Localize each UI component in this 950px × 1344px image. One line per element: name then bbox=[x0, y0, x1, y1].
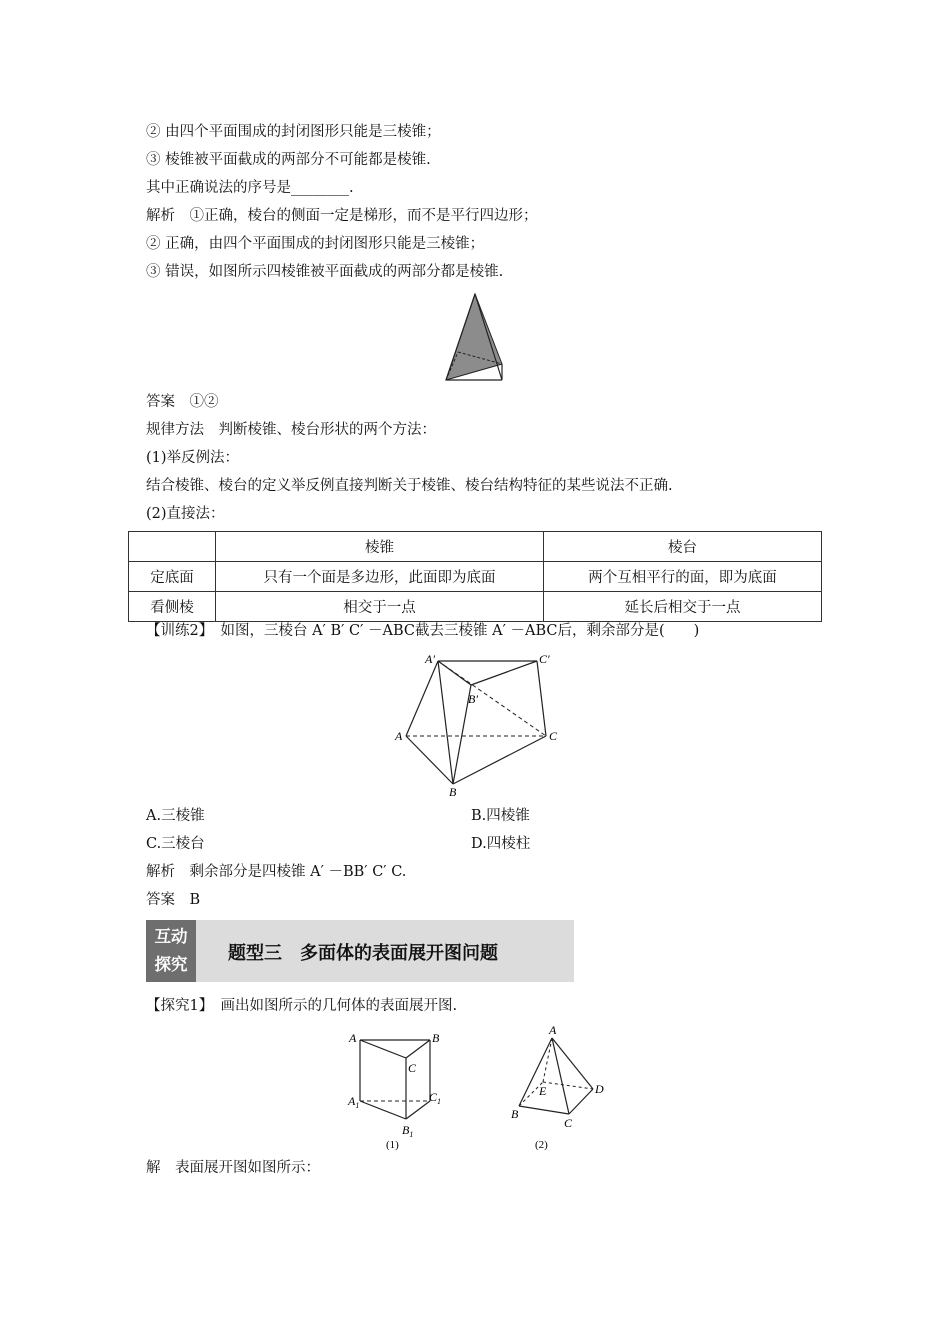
label-c: C bbox=[549, 729, 558, 743]
table-header-cell: 棱台 bbox=[544, 532, 822, 562]
table-row bbox=[129, 562, 822, 592]
label-d: D bbox=[595, 1082, 604, 1096]
label-c-prime: C′ bbox=[539, 652, 550, 666]
table-header-row bbox=[129, 532, 822, 562]
question-prompt: 其中正确说法的序号是________. bbox=[146, 180, 354, 196]
badge-line-1: 互动 bbox=[154, 927, 188, 946]
section-title: 题型三 多面体的表面展开图问题 bbox=[228, 943, 498, 964]
table-cell: 延长后相交于一点 bbox=[544, 592, 822, 622]
comparison-table bbox=[128, 531, 822, 622]
label-e: E bbox=[539, 1084, 547, 1098]
label-b: B bbox=[449, 785, 457, 799]
section-badge bbox=[146, 920, 196, 982]
label-c: C bbox=[408, 1061, 417, 1075]
figure-caption-1: (1) bbox=[386, 1139, 399, 1151]
label-c1-subscript: 1 bbox=[437, 1097, 442, 1106]
analysis-exercise-2: 解析 剩余部分是四棱锥 A′ －BB′ C′ C. bbox=[146, 864, 407, 880]
label-a: A bbox=[549, 1023, 557, 1037]
option-a: A.三棱锥 bbox=[146, 808, 205, 824]
frustum-figure bbox=[393, 648, 568, 800]
table-cell: 两个互相平行的面，即为底面 bbox=[544, 562, 822, 592]
label-a1 bbox=[347, 1094, 359, 1110]
label-a1-subscript: 1 bbox=[355, 1101, 360, 1110]
statement-2: ② 由四个平面围成的封闭图形只能是三棱锥； bbox=[146, 124, 441, 140]
prism-figure bbox=[340, 1022, 450, 1154]
method-heading: 规律方法 判断棱锥、棱台形状的两个方法： bbox=[146, 422, 436, 438]
statement-3: ③ 棱锥被平面截成的两部分不可能都是棱锥. bbox=[146, 152, 431, 168]
method-1-text: 结合棱锥、棱台的定义举反例直接判断关于棱锥、棱台结构特征的某些说法不正确. bbox=[146, 478, 673, 494]
label-b1-subscript: 1 bbox=[409, 1130, 414, 1139]
label-b1 bbox=[402, 1123, 413, 1139]
pyramid-cut-figure bbox=[438, 290, 510, 384]
method-2-title: (2)直接法： bbox=[146, 506, 225, 522]
label-c: C bbox=[564, 1116, 573, 1130]
section-banner bbox=[146, 920, 574, 982]
exercise-2-question: 【训练2】 如图，三棱台 A′ B′ C′ －ABC截去三棱锥 A′ －ABC后，剩余部分是( ) bbox=[146, 623, 700, 639]
table-row bbox=[129, 592, 822, 622]
analysis-1: 解析 ①正确，棱台的侧面一定是梯形，而不是平行四边形； bbox=[146, 208, 538, 224]
label-b-prime: B′ bbox=[468, 692, 478, 706]
table-cell: 相交于一点 bbox=[216, 592, 544, 622]
label-a: A bbox=[395, 729, 403, 743]
option-c: C.三棱台 bbox=[146, 836, 205, 852]
answer-exercise-2: 答案 B bbox=[146, 892, 201, 908]
table-cell: 定底面 bbox=[129, 562, 216, 592]
option-b: B.四棱锥 bbox=[471, 808, 530, 824]
analysis-3: ③ 错误，如图所示四棱锥被平面截成的两部分都是棱锥. bbox=[146, 264, 504, 280]
table-cell: 看侧棱 bbox=[129, 592, 216, 622]
label-c1-letter: C bbox=[429, 1090, 438, 1104]
label-c1 bbox=[429, 1090, 441, 1106]
analysis-2: ② 正确，由四个平面围成的封闭图形只能是三棱锥； bbox=[146, 236, 485, 252]
solution-intro: 解 表面展开图如图所示： bbox=[146, 1160, 320, 1176]
explore-1-question: 【探究1】 画出如图所示的几何体的表面展开图. bbox=[146, 998, 458, 1014]
method-1-title: (1)举反例法： bbox=[146, 450, 240, 466]
option-d: D.四棱柱 bbox=[471, 836, 531, 852]
figure-caption-2: (2) bbox=[535, 1139, 548, 1151]
table-header-cell: 棱锥 bbox=[216, 532, 544, 562]
table-header-cell bbox=[129, 532, 216, 562]
label-a1-letter: A bbox=[348, 1094, 356, 1108]
label-b: B bbox=[511, 1107, 519, 1121]
label-a-prime: A′ bbox=[425, 652, 435, 666]
answer-1: 答案 ①② bbox=[146, 394, 219, 410]
label-a: A bbox=[349, 1031, 357, 1045]
label-b: B bbox=[432, 1031, 440, 1045]
pyramid-figure bbox=[505, 1022, 615, 1154]
label-b1-letter: B bbox=[402, 1123, 410, 1137]
badge-line-2: 探究 bbox=[154, 955, 188, 974]
table-cell: 只有一个面是多边形，此面即为底面 bbox=[216, 562, 544, 592]
